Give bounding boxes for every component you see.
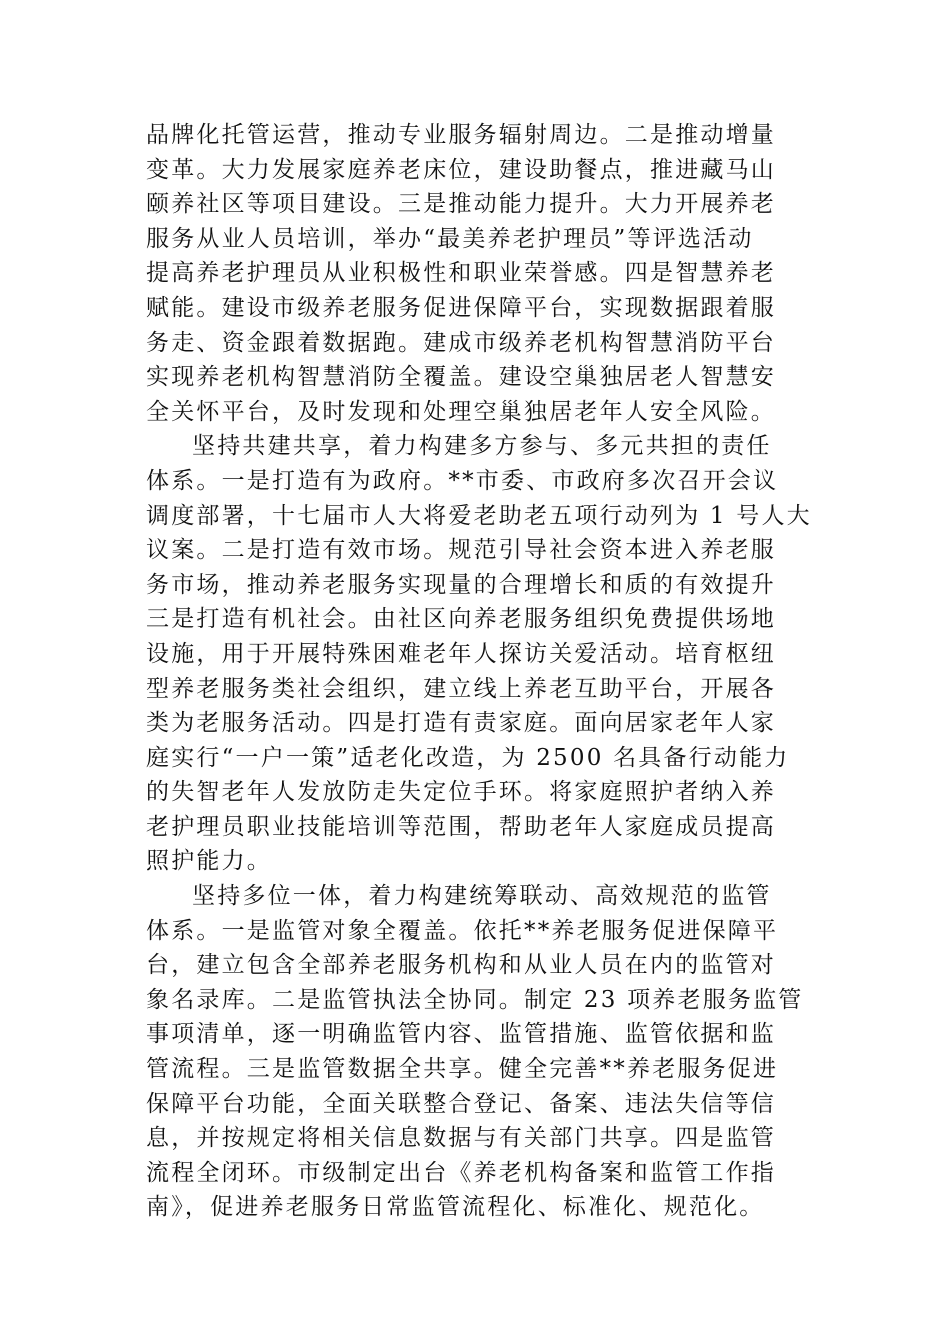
text-line: 象名录库。二是监管执法全协同。制定 23 项养老服务监管 — [146, 986, 804, 1013]
text-line: 庭实行“一户一策”适老化改造，为 2500 名具备行动能力 — [146, 744, 790, 771]
text-line: 台，建立包含全部养老服务机构和从业人员在内的监管对 — [146, 952, 776, 979]
text-line: 事项清单，逐一明确监管内容、监管措施、监管依据和监 — [146, 1021, 776, 1048]
text-line: 老护理员职业技能培训等范围，帮助老年人家庭成员提高 — [146, 813, 776, 840]
text-line: 品牌化托管运营，推动专业服务辐射周边。二是推动增量 — [146, 122, 776, 148]
text-line: 议案。二是打造有效市场。规范引导社会资本进入养老服 — [146, 537, 776, 564]
text-line: 提高养老护理员从业积极性和职业荣誉感。四是智慧养老 — [146, 260, 776, 287]
text-line: 服务从业人员培训，举办“最美养老护理员”等评选活动 — [146, 225, 754, 252]
text-line: 调度部署，十七届市人大将爱老助老五项行动列为 1 号人大 — [146, 502, 812, 529]
paragraph — [146, 118, 810, 429]
text-line: 类为老服务活动。四是打造有责家庭。面向居家老年人家 — [146, 710, 776, 737]
text-line: 坚持多位一体，着力构建统筹联动、高效规范的监管 — [192, 883, 772, 910]
text-line: 体系。一是监管对象全覆盖。依托**养老服务促进保障平 — [146, 917, 779, 944]
text-line: 变革。大力发展家庭养老床位，建设助餐点，推进藏马山 — [146, 156, 776, 183]
text-line: 坚持共建共享，着力构建多方参与、多元共担的责任 — [192, 433, 772, 460]
text-line: 体系。一是打造有为政府。**市委、市政府多次召开会议 — [146, 467, 779, 494]
text-line: 型养老服务类社会组织，建立线上养老互助平台，开展各 — [146, 675, 776, 702]
text-line: 务市场，推动养老服务实现量的合理增长和质的有效提升 — [146, 571, 776, 598]
text-line: 照护能力。 — [146, 848, 272, 875]
text-line: 南》，促进养老服务日常监管流程化、标准化、规范化。 — [146, 1194, 765, 1221]
text-line: 务走、资金跟着数据跑。建成市级养老机构智慧消防平台 — [146, 329, 776, 356]
paragraph — [146, 429, 810, 879]
text-line: 赋能。建设市级养老服务促进保障平台，实现数据跟着服 — [146, 294, 776, 321]
document-body — [146, 118, 810, 1225]
text-line: 三是打造有机社会。由社区向养老服务组织免费提供场地 — [146, 606, 776, 633]
paragraph — [146, 879, 810, 1225]
text-line: 设施，用于开展特殊困难老年人探访关爱活动。培育枢纽 — [146, 640, 776, 667]
text-line: 全关怀平台，及时发现和处理空巢独居老年人安全风险。 — [146, 398, 776, 425]
text-line: 颐养社区等项目建设。三是推动能力提升。大力开展养老 — [146, 191, 776, 218]
text-line: 的失智老年人发放防走失定位手环。将家庭照护者纳入养 — [146, 779, 776, 806]
text-line: 实现养老机构智慧消防全覆盖。建设空巢独居老人智慧安 — [146, 364, 776, 391]
text-line: 流程全闭环。市级制定出台《养老机构备案和监管工作指 — [146, 1159, 776, 1186]
text-line: 保障平台功能，全面关联整合登记、备案、违法失信等信 — [146, 1090, 776, 1117]
text-line: 管流程。三是监管数据全共享。健全完善**养老服务促进 — [146, 1056, 779, 1083]
text-line: 息，并按规定将相关信息数据与有关部门共享。四是监管 — [146, 1125, 776, 1152]
